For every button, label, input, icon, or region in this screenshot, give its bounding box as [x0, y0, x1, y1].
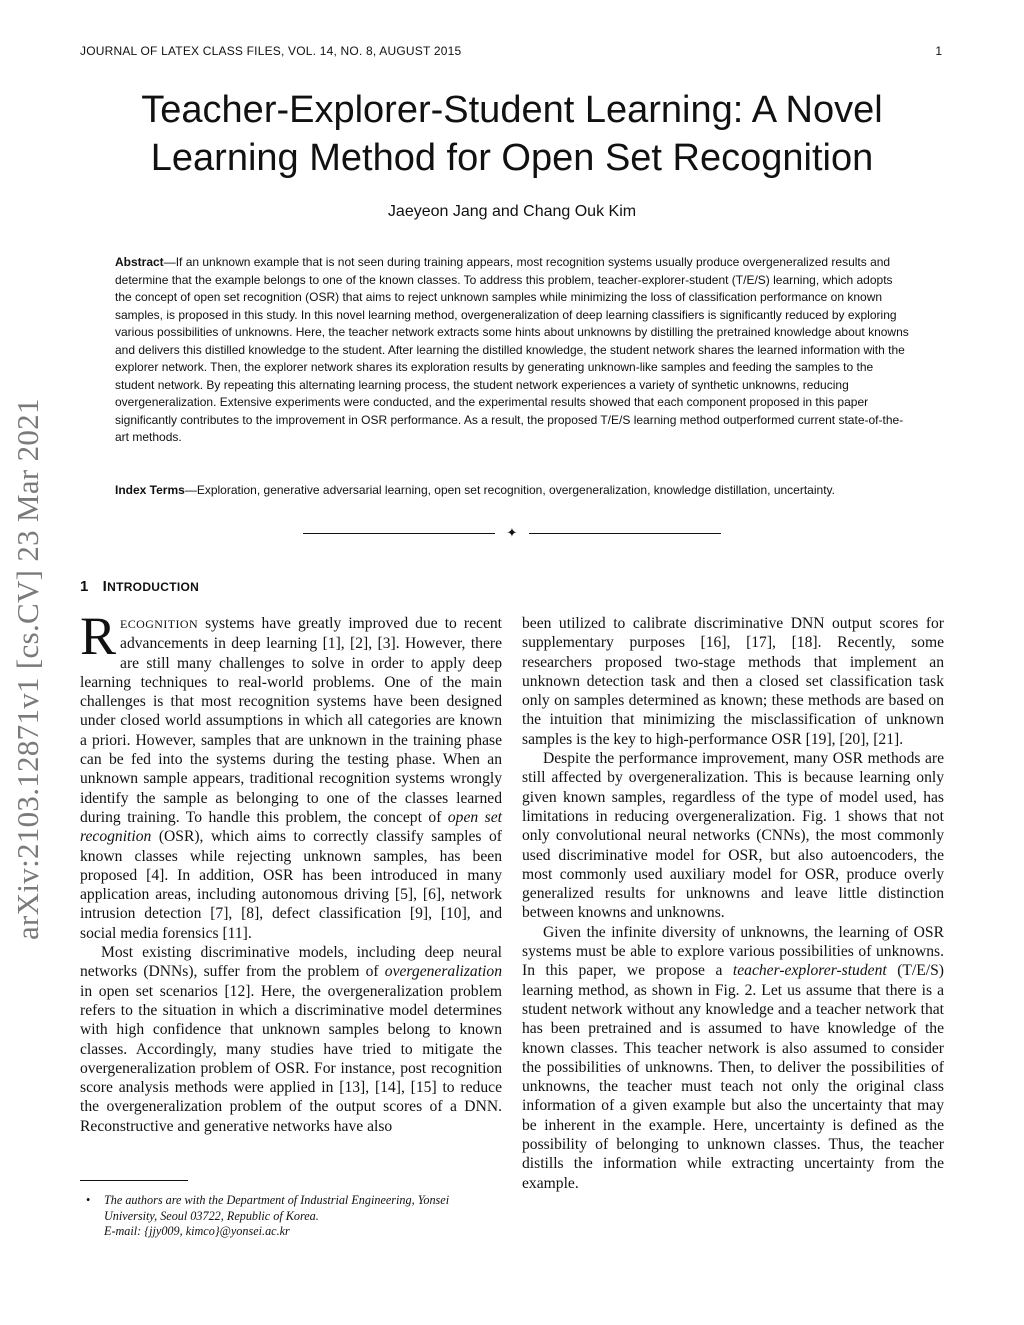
abstract: [115, 254, 910, 447]
paragraph: [80, 943, 502, 1136]
drop-cap: R: [80, 606, 117, 666]
paragraph: [80, 606, 502, 943]
divider-rule-left: [303, 533, 495, 534]
section-title-initial: I: [102, 578, 108, 595]
paragraph-text: Most existing discriminative models, including deep neural networks (DNNs), suffer from the problem of: [80, 944, 502, 981]
footnote-bullet: •: [86, 1193, 91, 1207]
running-header: JOURNAL OF LATEX CLASS FILES, VOL. 14, NO. 8, AUGUST 2015: [80, 44, 462, 58]
left-column: [80, 606, 502, 1136]
emphasis-term: open set recognition: [80, 808, 502, 846]
author-footnote: [80, 1193, 502, 1240]
lead-smallcaps: ECOGNITION: [120, 617, 199, 631]
footnote-affiliation: The authors are with the Department of Industrial Engineering, Yonsei University, Seoul 03722, Republic of Korea.: [104, 1193, 450, 1223]
title-line-1: Teacher-Explorer-Student Learning: A Novel: [141, 89, 883, 131]
paragraph: Despite the performance improvement, many OSR methods are still affected by overgeneralization. This is because learning only given known samples, regardless of the type of model used, has limitations in reducing overgeneralization. Fig. 1 shows that not only convolutional neural networks (CNNs), the most commonly used discriminative model for OSR, but also autoencoders, the most commonly used auxiliary model for OSR, produce overly generalized results for unknowns and leave little distinction between knowns and unknowns.: [522, 750, 944, 922]
paragraph-text: in open set scenarios [12]. Here, the overgeneralization problem refers to the situation in which a discriminative model determines with high confidence that unknown samples belong to known classes. Accordingly, many studies have tried to mitigate the overgeneralization problem of OSR. For instance, post recognition score analysis methods were applied in [13], [14], [15] to reduce the overgeneralization problem of the output scores of a DNN. Reconstructive and generative networks have also: [80, 982, 502, 1135]
paragraph: been utilized to calibrate discriminative DNN output scores for supplementary purposes [16], [17], [18]. Recently, some researchers proposed two-stage methods that implement an unknown detection task and then a closed set classification task only on samples determined as known; these methods are based on the intuition that minimizing the misclassification of unknown samples is the key to high-performance OSR [19], [20], [21].: [522, 615, 944, 748]
paragraph-text: Given the infinite diversity of unknowns, the learning of OSR systems must be able to explore various possibilities of unknowns. In this paper, we propose a: [522, 923, 944, 980]
divider-rule-right: [529, 533, 721, 534]
abstract-text: —If an unknown example that is not seen during training appears, most recognition systems usually produce overgeneralized results and determine that the example belongs to one of the known classes. To address this problem, teacher-explorer-student (T/E/S) learning, which adopts the concept of open set recognition (OSR) that aims to reject unknown samples while minimizing the loss of classification performance on known samples, is proposed in this study. In this novel learning method, overgeneralization of deep learning classifiers is significantly reduced by exploring various possibilities of unknowns. Here, the teacher network extracts some hints about unknowns by distilling the pretrained knowledge about knowns and delivers this distilled knowledge to the student. After learning the distilled knowledge, the student network shares the learned information with the explorer network. Then, the explorer network shares its exploration results by generating unknown-like samples and feeding the samples to the student network. By repeating this alternating learning process, the student network experiences a variety of synthetic unknowns, reducing overgeneralization. Extensive experiments were conducted, and the experimental results showed that each component proposed in this paper significantly contributes to the improvement in OSR performance. As a result, the proposed T/E/S learning method outperformed current state-of-the-art methods.: [115, 255, 909, 444]
footnote-email: E-mail: {jjy009, kimco}@yonsei.ac.kr: [104, 1224, 290, 1238]
paper-title: [80, 86, 944, 182]
section-divider: [300, 526, 724, 540]
abstract-label: Abstract: [115, 255, 164, 269]
emphasis-term: teacher-explorer-student: [732, 962, 887, 980]
title-line-2: Learning Method for Open Set Recognition: [150, 137, 874, 179]
paragraph-text: (OSR), which aims to correctly classify samples of known classes while rejecting unknown samples, has been proposed [4]. In addition, OSR has been introduced in many application areas, including autonomous driving [5], [6], network intrusion detection [7], [8], defect classification [9], [10], and social media forensics [11].: [80, 828, 502, 942]
footnote-rule: [80, 1180, 188, 1181]
section-number: 1: [80, 578, 89, 595]
arxiv-identifier: arXiv:2103.12871v1 [cs.CV] 23 Mar 2021: [10, 398, 45, 940]
section-title-rest: NTRODUCTION: [107, 580, 200, 594]
divider-diamond-icon: ✦: [506, 525, 518, 541]
paragraph-text: (T/E/S) learning method, as shown in Fig. 2. Let us assume that there is a student network without any knowledge and a teacher network that has been pretrained and is assumed to have knowledge of the known classes. This teacher network is also assumed to consider the possibilities of unknowns. Then, to deliver the possibilities of unknowns, the teacher must teach not only the original class information of a given example but also the uncertainty that may be inherent in the example. Here, uncertainty is defined as the possibility of belonging to unknown classes. Thus, the teacher distills the information while extracting uncertainty from the example.: [522, 962, 944, 1192]
authors: Jaeyeon Jang and Chang Ouk Kim: [387, 203, 637, 220]
emphasis-term: overgeneralization: [384, 963, 502, 981]
page-number: 1: [935, 44, 942, 58]
index-terms: [115, 482, 910, 500]
footnote-body: [104, 1193, 502, 1240]
section-heading-introduction: [80, 578, 199, 595]
paragraph-text: systems have greatly improved due to recent advancements in deep learning [1], [2], [3]. However, there are still many challenges to solve in order to apply deep learning techniques to real-world problems. One of the main challenges is that most recognition systems have been designed under closed world assumptions in which all categories are known a priori. However, samples that are unknown in the training phase can be fed into the systems during the testing phase. When an unknown sample appears, traditional recognition systems wrongly identify the sample as belonging to one of the classes learned during training. To handle this problem, the concept of: [80, 615, 502, 826]
index-terms-label: Index Terms: [115, 483, 185, 497]
index-terms-text: —Exploration, generative adversarial learning, open set recognition, overgeneralization, knowledge distillation, uncertainty.: [184, 483, 835, 497]
paragraph: [522, 923, 944, 1193]
right-column: [522, 614, 944, 1193]
